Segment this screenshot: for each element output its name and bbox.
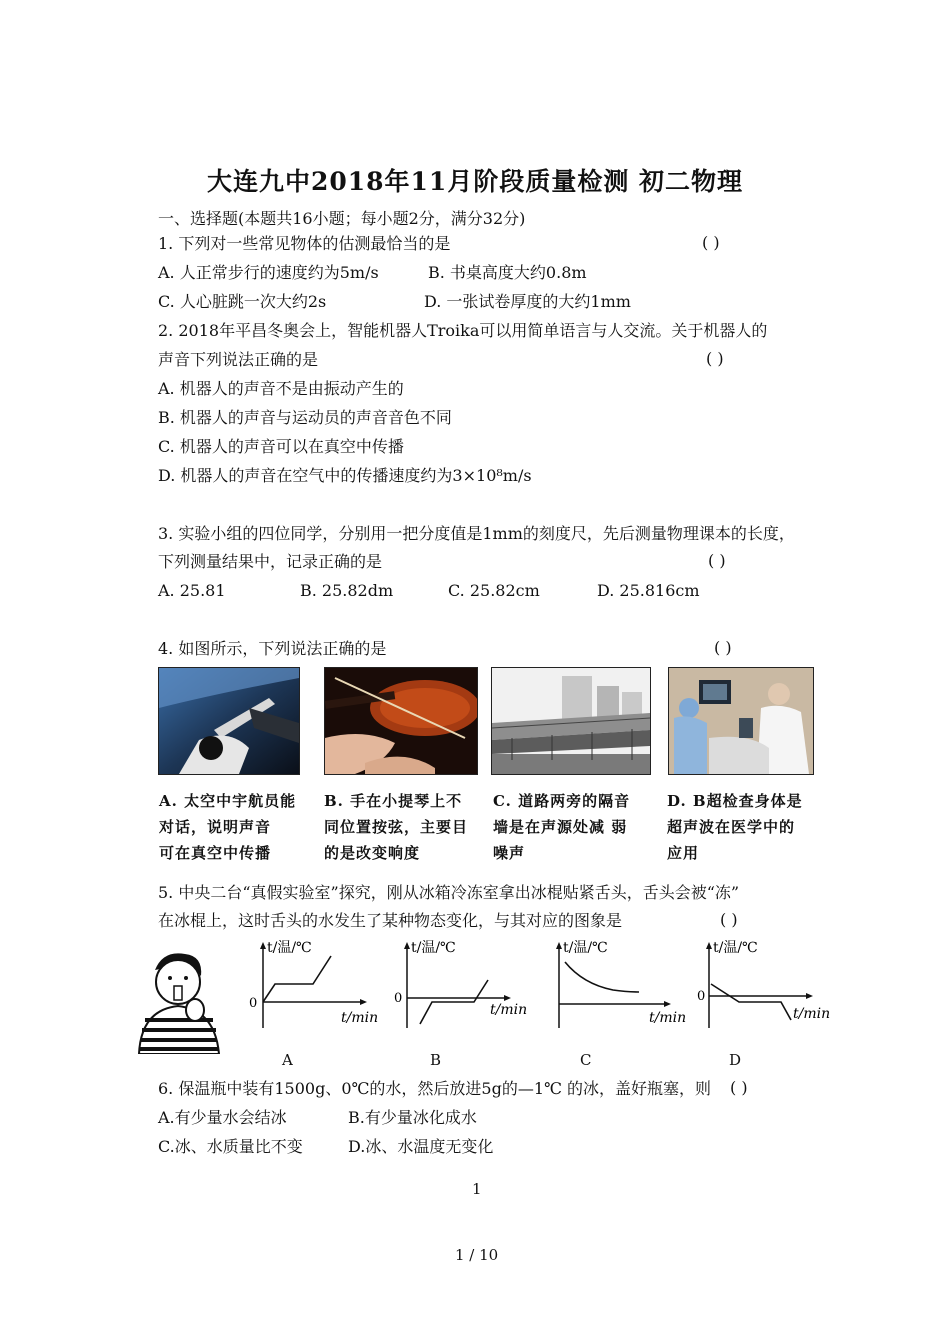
graph-label-a: A <box>282 1051 293 1069</box>
q5-stem-line1: 5. 中央二台“真假实验室”探究，刚从冰箱冷冻室拿出冰棍贴紧舌头，舌头会被“冻” <box>158 883 740 902</box>
caption-line: 墙是在声源处减 弱 <box>493 818 628 836</box>
page-number: 1 <box>472 1180 482 1198</box>
caption-line: 可在真空中传播 <box>159 844 272 862</box>
caption-line: 对话，说明声音 <box>159 818 272 836</box>
q1-answer-bracket: ( ) <box>702 233 720 252</box>
q6-stem: 6. 保温瓶中装有1500g、0℃的水，然后放进5g的—1℃ 的冰，盖好瓶塞，则 <box>158 1079 711 1098</box>
q3-stem-line1: 3. 实验小组的四位同学，分别用一把分度值是1mm的刻度尺，先后测量物理课本的长度， <box>158 524 795 543</box>
q2-stem-line1: 2. 2018年平昌冬奥会上，智能机器人Troika可以用简单语言与人交流。关于机器人的 <box>158 321 768 340</box>
caption-line: D. B超检查身体是 <box>667 792 803 810</box>
photo-astronaut <box>158 667 300 775</box>
graph-b-ylabel: t/温/℃ <box>411 940 456 956</box>
graph-label-c: C <box>580 1051 592 1069</box>
q6-option-b: B.有少量冰化成水 <box>348 1108 477 1127</box>
boy-licking-ice-pop-illustration <box>133 948 223 1054</box>
graph-d-origin: 0 <box>697 989 706 1004</box>
photo-ultrasound <box>668 667 814 775</box>
q4-caption-a <box>159 788 296 866</box>
caption-line: 应用 <box>667 844 700 862</box>
q3-stem-line2: 下列测量结果中，记录正确的是 <box>158 552 383 571</box>
q6-answer-bracket: ( ) <box>730 1078 748 1097</box>
q4-answer-bracket: ( ) <box>714 638 732 657</box>
q1-option-b: B. 书桌高度大约0.8m <box>428 263 587 282</box>
q4-caption-b <box>324 788 468 866</box>
graph-b <box>392 940 542 1030</box>
graph-b-origin: 0 <box>394 991 403 1006</box>
caption-line: A. 太空中宇航员能 <box>159 792 297 810</box>
q3-option-a: A. 25.81 <box>158 581 226 600</box>
q5-answer-bracket: ( ) <box>720 910 738 929</box>
q3-answer-bracket: ( ) <box>708 551 726 570</box>
photo-noise-barrier <box>491 667 651 775</box>
q2-option-a: A. 机器人的声音不是由振动产生的 <box>158 379 404 398</box>
page-of-total: 1 / 10 <box>455 1246 499 1264</box>
graph-a-ylabel: t/温/℃ <box>267 940 312 956</box>
q3-option-b: B. 25.82dm <box>300 581 394 600</box>
q4-stem: 4. 如图所示，下列说法正确的是 <box>158 639 387 658</box>
q2-option-b: B. 机器人的声音与运动员的声音音色不同 <box>158 408 452 427</box>
q4-caption-d <box>667 788 803 866</box>
q3-option-c: C. 25.82cm <box>448 581 540 600</box>
q6-option-a: A.有少量水会结冰 <box>158 1108 287 1127</box>
graph-label-b: B <box>430 1051 442 1069</box>
graph-a <box>245 940 395 1030</box>
q1-option-c: C. 人心脏跳一次大约2s <box>158 292 327 311</box>
q4-caption-c <box>493 788 630 866</box>
graph-a-origin: 0 <box>249 996 258 1011</box>
caption-line: B. 手在小提琴上不 <box>324 792 463 810</box>
graph-d-xlabel: t/min <box>793 1006 831 1022</box>
graph-d <box>697 940 847 1030</box>
q1-option-a: A. 人正常步行的速度约为5m/s <box>158 263 379 282</box>
q2-option-c: C. 机器人的声音可以在真空中传播 <box>158 437 404 456</box>
caption-line: 同位置按弦，主要目 <box>324 818 469 836</box>
graph-b-xlabel: t/min <box>490 1002 528 1018</box>
graph-a-xlabel: t/min <box>341 1010 379 1026</box>
caption-line: C. 道路两旁的隔音 <box>493 792 631 810</box>
graph-label-d: D <box>729 1051 742 1069</box>
photo-violin <box>324 667 478 775</box>
q3-option-d: D. 25.816cm <box>597 581 700 600</box>
q1-stem: 1. 下列对一些常见物体的估测最恰当的是 <box>158 234 451 253</box>
q5-stem-line2: 在冰棍上，这时舌头的水发生了某种物态变化，与其对应的图象是 <box>158 911 623 930</box>
caption-line: 超声波在医学中的 <box>667 818 796 836</box>
q2-answer-bracket: ( ) <box>706 349 724 368</box>
caption-line: 噪声 <box>493 844 526 862</box>
graph-c <box>543 940 693 1030</box>
q2-stem-line2: 声音下列说法正确的是 <box>158 350 319 369</box>
q2-option-d: D. 机器人的声音在空气中的传播速度约为3×10⁸m/s <box>158 466 532 485</box>
graph-d-ylabel: t/温/℃ <box>713 940 758 956</box>
q6-option-d: D.冰、水温度无变化 <box>348 1137 494 1156</box>
graph-c-ylabel: t/温/℃ <box>563 940 608 956</box>
q6-option-c: C.冰、水质量比不变 <box>158 1137 303 1156</box>
q1-option-d: D. 一张试卷厚度的大约1mm <box>424 292 631 311</box>
page-title: 大连九中2018年11月阶段质量检测 初二物理 <box>206 167 744 196</box>
caption-line: 的是改变响度 <box>324 844 421 862</box>
section-heading: 一、选择题(本题共16小题；每小题2分，满分32分) <box>158 209 526 228</box>
graph-c-xlabel: t/min <box>649 1010 687 1026</box>
